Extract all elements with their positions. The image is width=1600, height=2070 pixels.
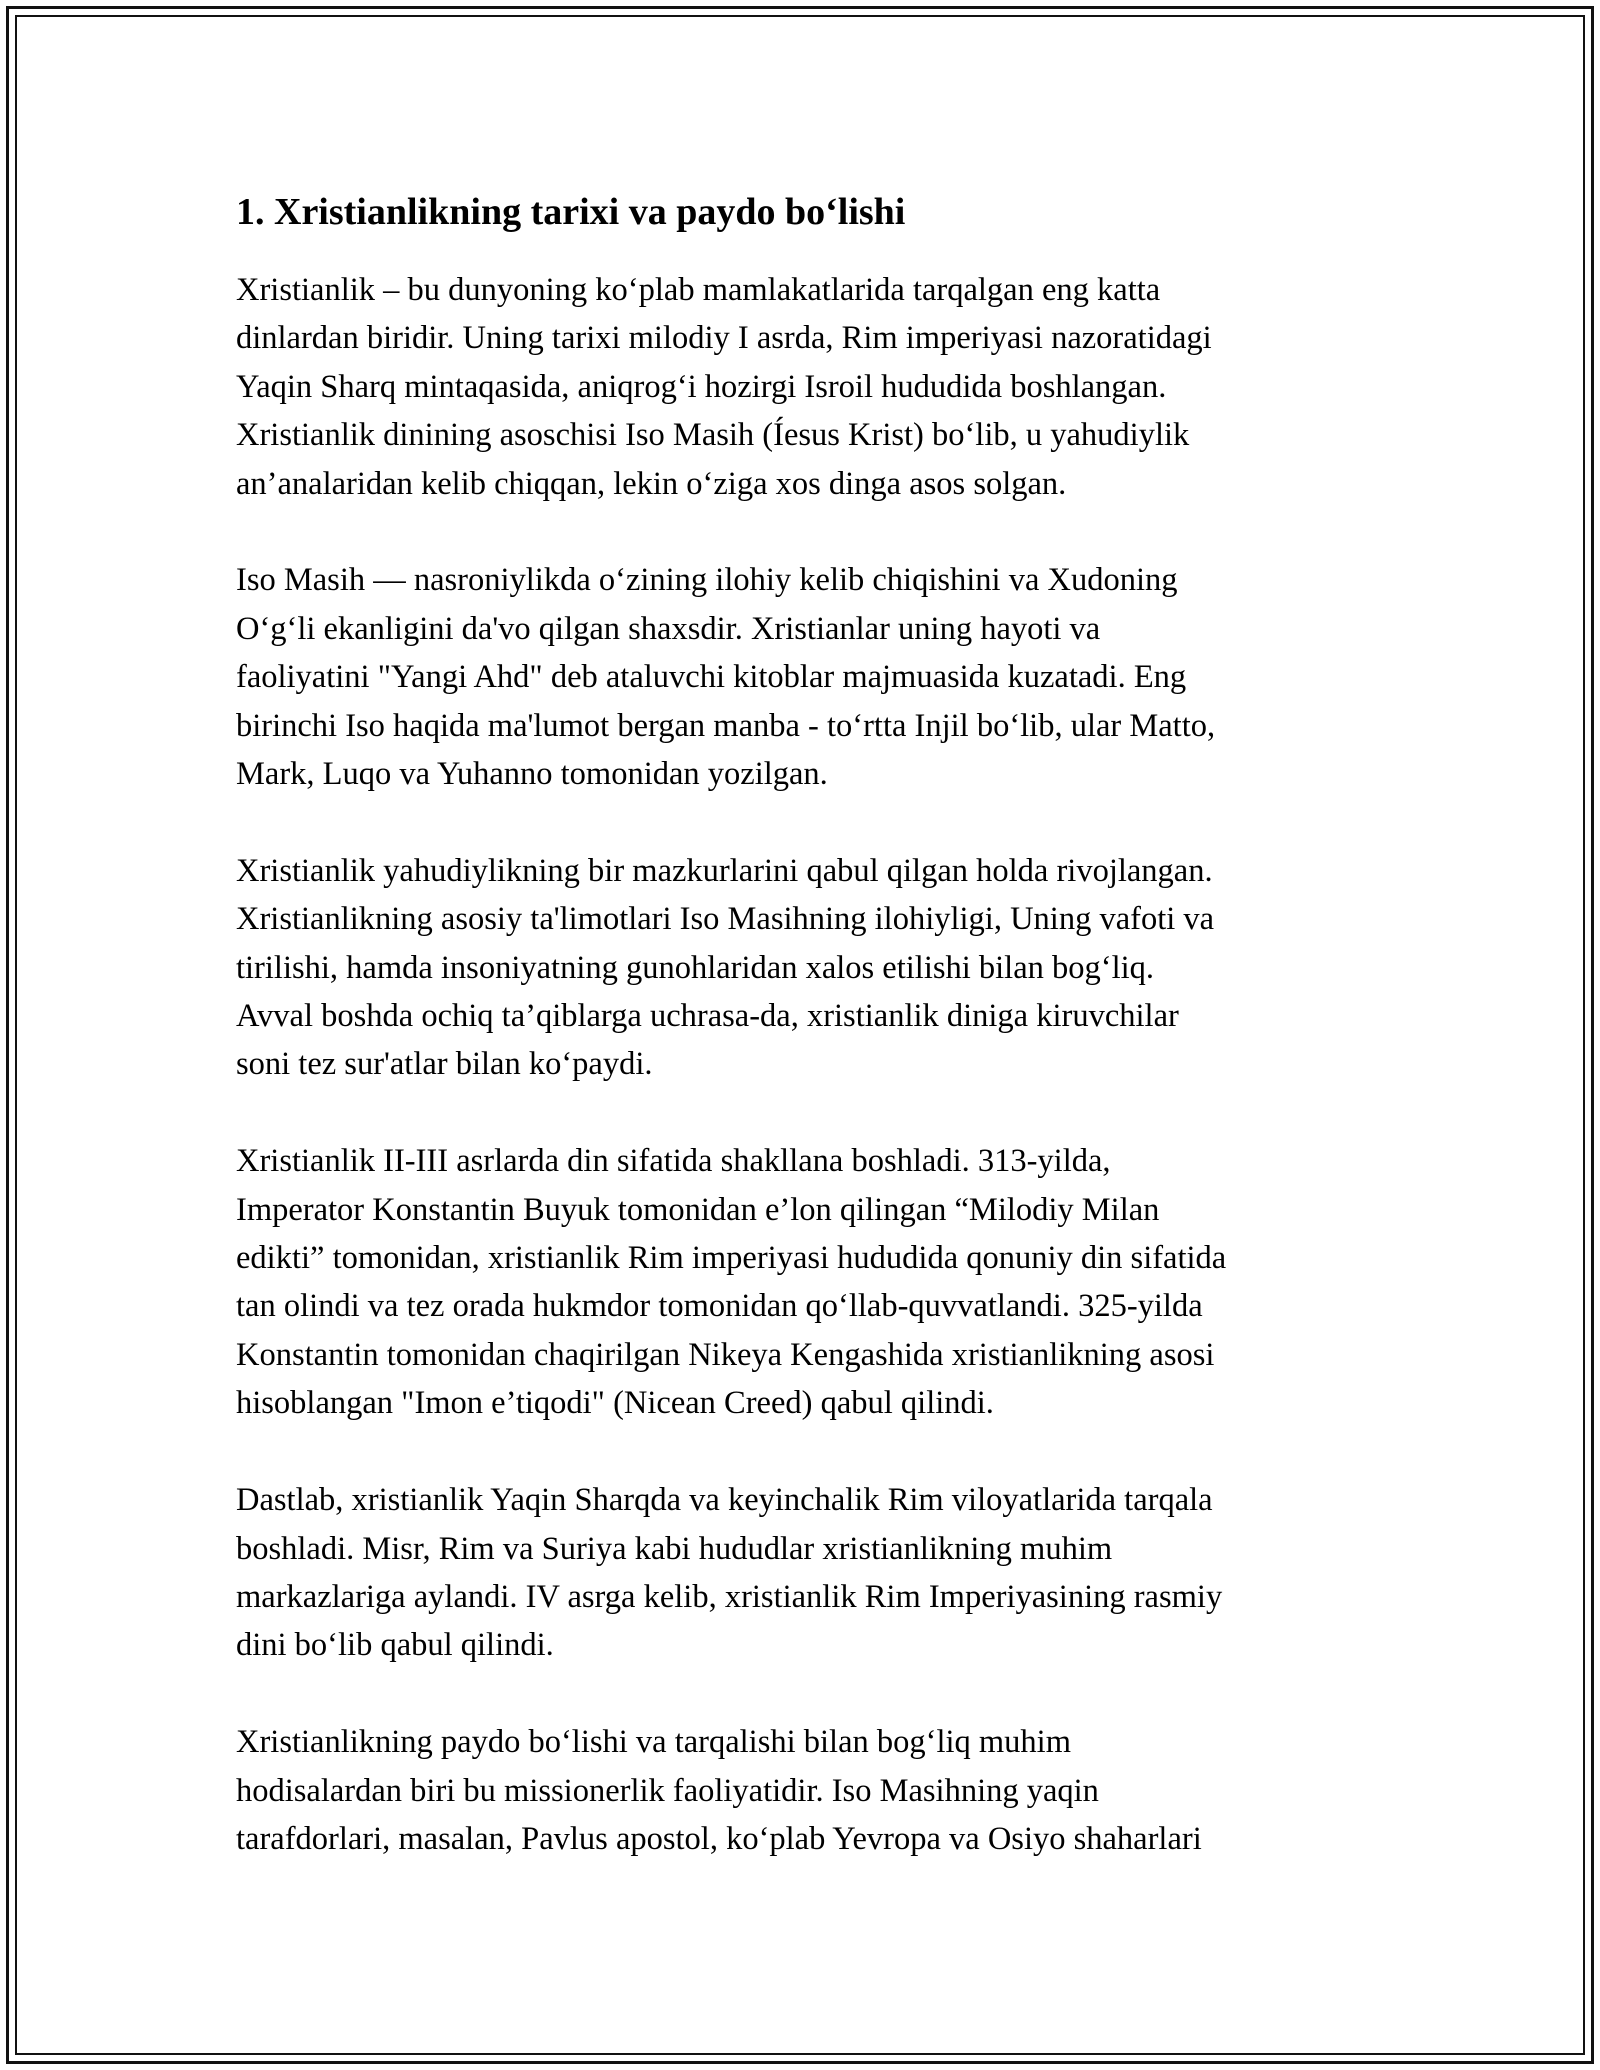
text-line: Konstantin tomonidan chaqirilgan Nikeya Kengashida xristianlikning asosi: [236, 1336, 1215, 1373]
document-body: [236, 186, 1366, 1912]
paragraph-6: [236, 1718, 1366, 1863]
text-line: Mark, Luqo va Yuhanno tomonidan yozilgan.: [236, 756, 828, 793]
text-line: Xristianlik dinining asoschisi Iso Masih (Íesus Krist) bo‘lib, u yahudiylik: [236, 417, 1190, 454]
text-line: Avval boshda ochiq ta’qiblarga uchrasa-da, xristianlik diniga kiruvchilar: [236, 998, 1179, 1035]
text-line: dinlardan biridir. Uning tarixi milodiy I asrda, Rim imperiyasi nazoratidagi: [236, 320, 1212, 357]
text-line: markazlariga aylandi. IV asrga kelib, xristianlik Rim Imperiyasining rasmiy: [236, 1578, 1223, 1615]
text-line: soni tez sur'atlar bilan ko‘paydi.: [236, 1046, 653, 1083]
paragraph-2: [236, 556, 1366, 798]
text-line: dini bo‘lib qabul qilindi.: [236, 1627, 554, 1664]
text-line: Imperator Konstantin Buyuk tomonidan e’lon qilingan “Milodiy Milan: [236, 1191, 1160, 1228]
text-line: tirilishi, hamda insoniyatning gunohlaridan xalos etilishi bilan bog‘liq.: [236, 949, 1155, 986]
text-line: boshladi. Misr, Rim va Suriya kabi hududlar xristianlikning muhim: [236, 1530, 1113, 1567]
text-line: tarafdorlari, masalan, Pavlus apostol, ko‘plab Yevropa va Osiyo shaharlari: [236, 1820, 1202, 1857]
text-line: hodisalardan biri bu missionerlik faoliyatidir. Iso Masihning yaqin: [236, 1772, 1099, 1809]
text-line: Xristianlikning asosiy ta'limotlari Iso Masihning ilohiyligi, Uning vafoti va: [236, 901, 1215, 938]
paragraph-4: [236, 1137, 1366, 1427]
text-line: Xristianlik II-III asrlarda din sifatida shakllana boshladi. 313-yilda,: [236, 1143, 1111, 1180]
text-line: an’analaridan kelib chiqqan, lekin o‘ziga xos dinga asos solgan.: [236, 465, 1067, 502]
section-heading: 1. Xristianlikning tarixi va paydo bo‘lishi: [236, 191, 906, 233]
paragraph-3: [236, 847, 1366, 1089]
text-line: O‘g‘li ekanligini da'vo qilgan shaxsdir. Xristianlar uning hayoti va: [236, 610, 1101, 647]
text-line: Xristianlik – bu dunyoning ko‘plab mamlakatlarida tarqalgan eng katta: [236, 272, 1161, 308]
text-line: edikti” tomonidan, xristianlik Rim imperiyasi hududida qonuniy din sifatida: [236, 1240, 1227, 1277]
text-line: birinchi Iso haqida ma'lumot bergan manba - to‘rtta Injil bo‘lib, ular Matto,: [236, 707, 1216, 744]
text-line: Iso Masih — nasroniylikda o‘zining ilohiy kelib chiqishini va Xudoning: [236, 562, 1178, 599]
text-line: tan olindi va tez orada hukmdor tomonidan qo‘llab-quvvatlandi. 325-yilda: [236, 1288, 1203, 1325]
paragraph-5: [236, 1476, 1366, 1670]
text-line: Xristianlik yahudiylikning bir mazkurlarini qabul qilgan holda rivojlangan.: [236, 852, 1213, 889]
text-line: faoliyatini "Yangi Ahd" deb ataluvchi kitoblar majmuasida kuzatadi. Eng: [236, 659, 1187, 696]
text-line: hisoblangan "Imon e’tiqodi" (Nicean Creed) qabul qilindi.: [236, 1385, 994, 1422]
text-line: Yaqin Sharq mintaqasida, aniqrog‘i hozirgi Isroil hududida boshlangan.: [236, 368, 1167, 405]
text-line: Xristianlikning paydo bo‘lishi va tarqalishi bilan bog‘liq muhim: [236, 1724, 1071, 1761]
text-line: Dastlab, xristianlik Yaqin Sharqda va keyinchalik Rim viloyatlarida tarqala: [236, 1482, 1213, 1519]
paragraph-1: [236, 266, 1366, 508]
